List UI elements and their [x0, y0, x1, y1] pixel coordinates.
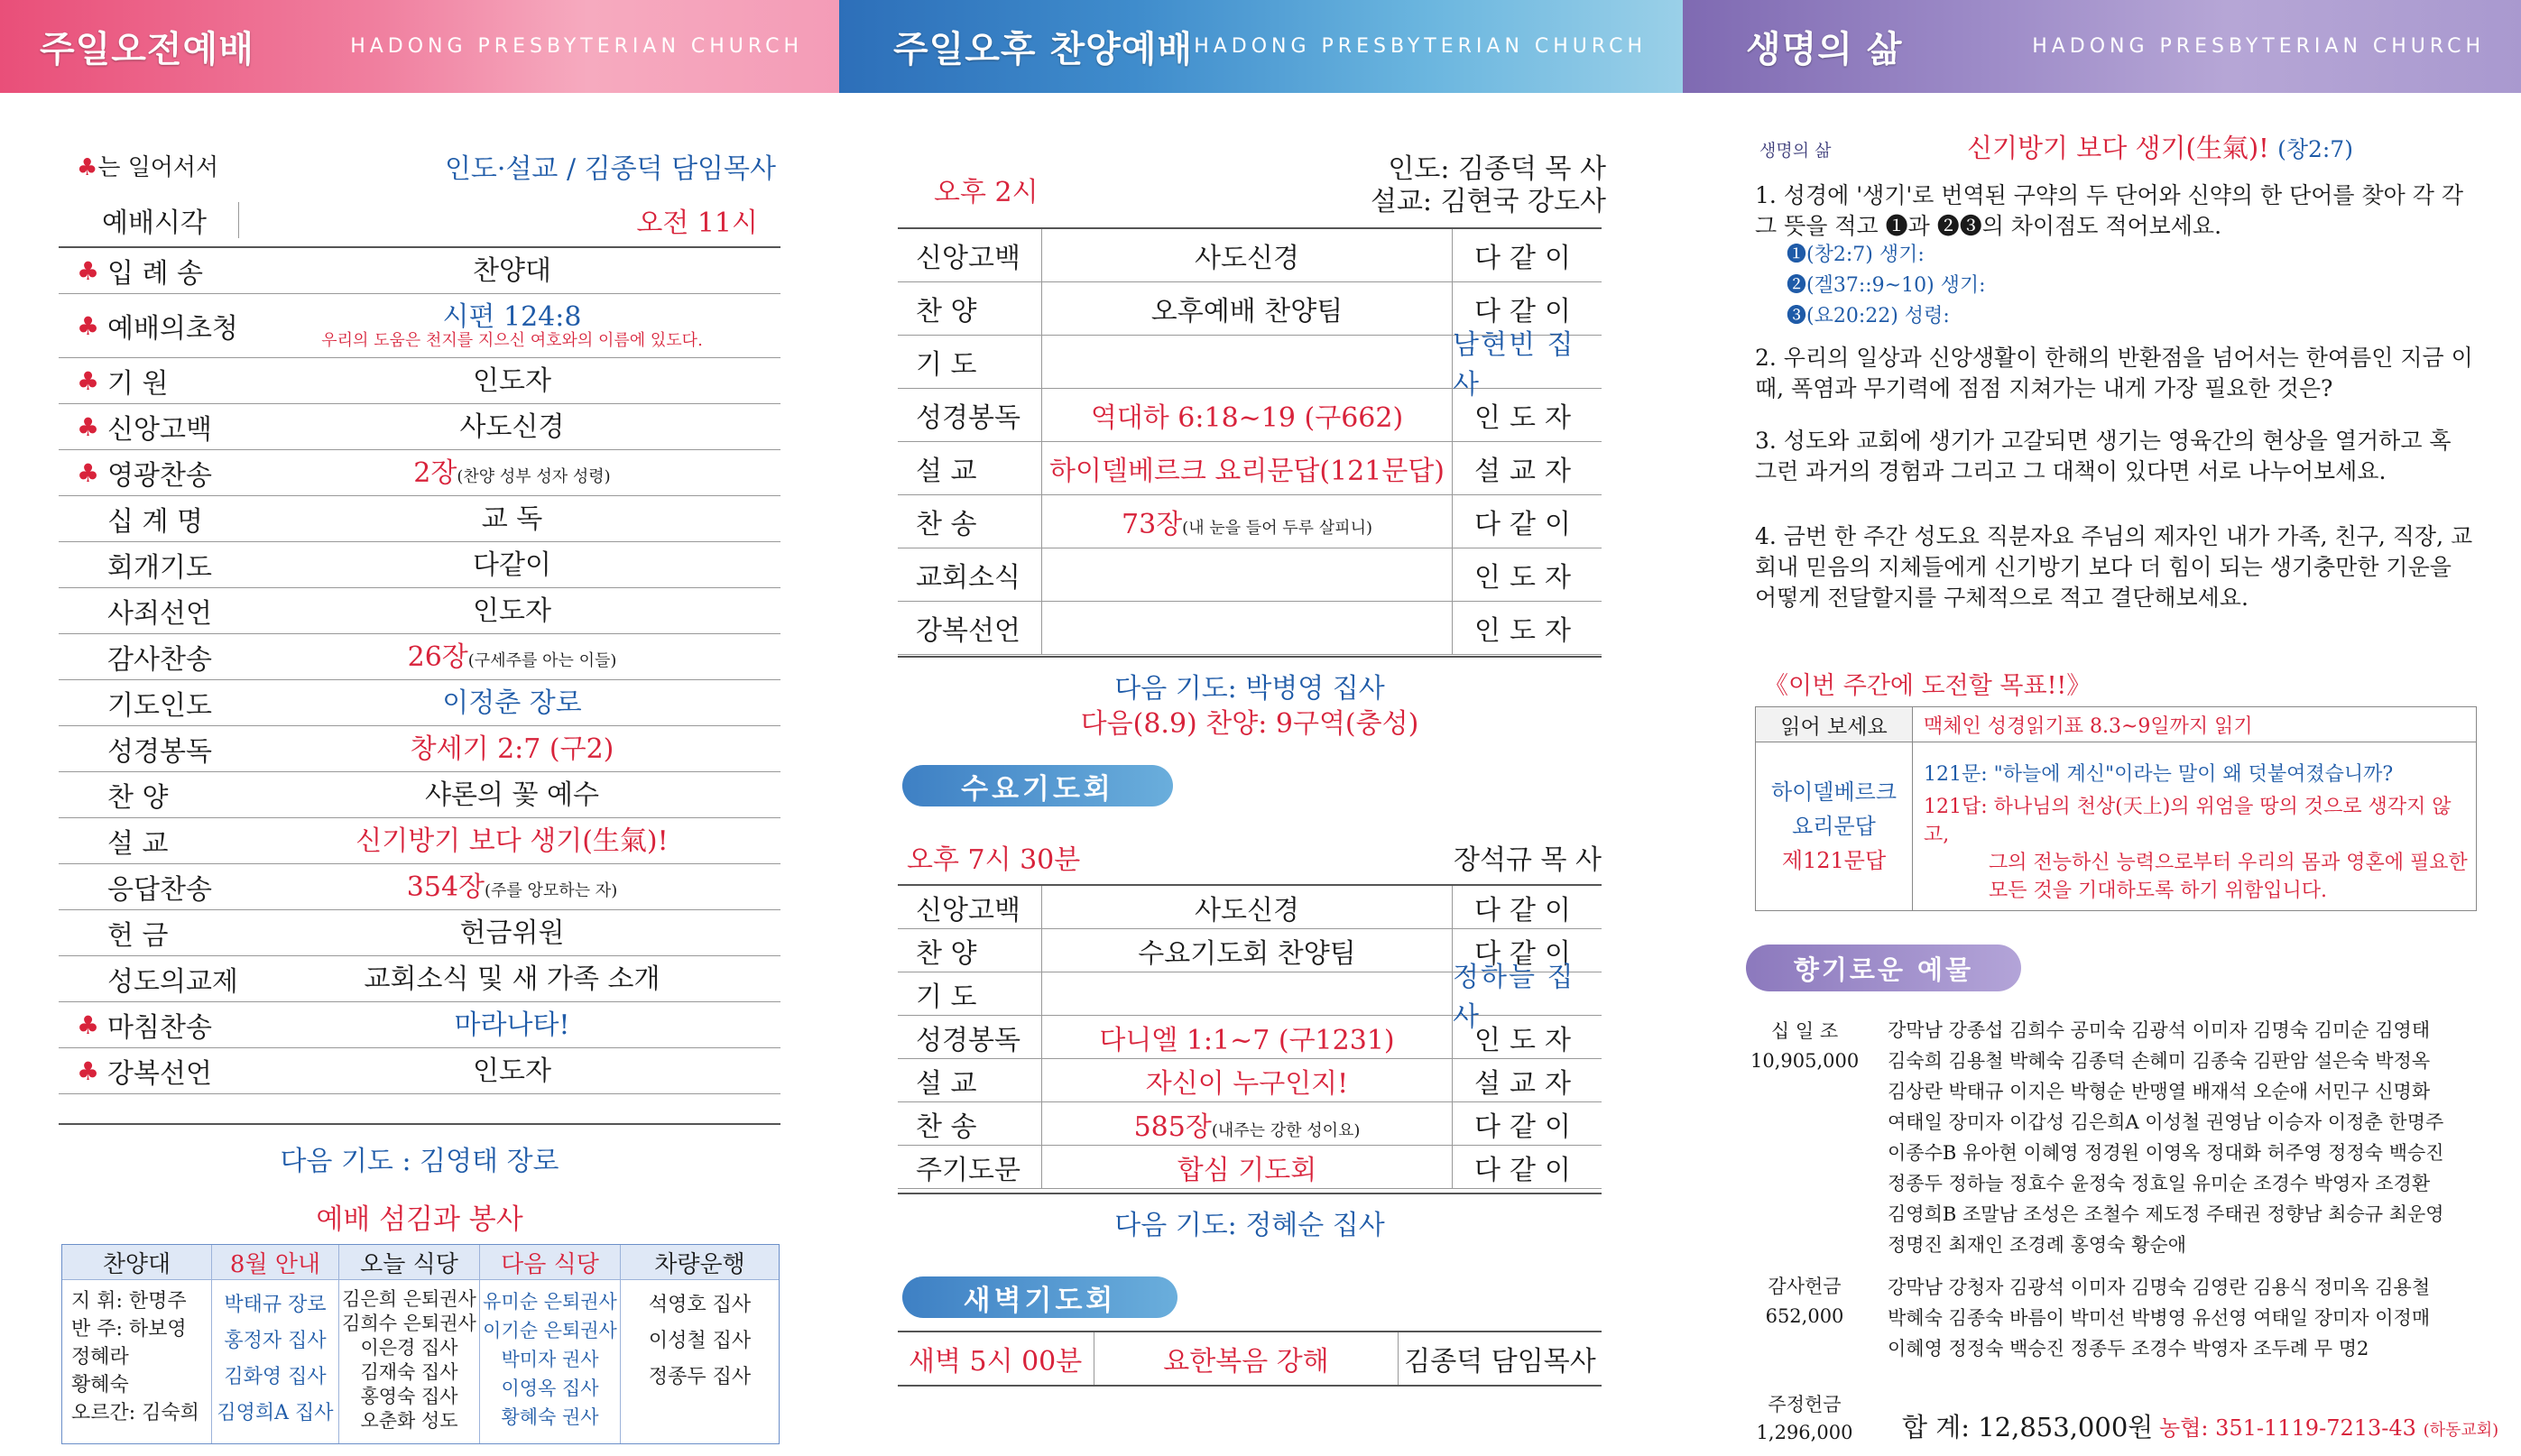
order-label: 기도인도: [107, 690, 212, 722]
order-label: 성경봉독: [898, 1016, 1042, 1058]
header-title: 주일오후 찬양예배: [893, 29, 1194, 70]
list-item: 이혜영 정정숙 백승진 정종두 조경수 박영자 조두례 무 명2: [1888, 1338, 2369, 1359]
order-row: [59, 1002, 780, 1048]
order-leader: 다같이: [1452, 1102, 1602, 1145]
order-label: 찬 송: [898, 495, 1042, 548]
order-row: [59, 404, 780, 450]
morning-next-prayer: 다음 기도 : 김영태 장로: [280, 1146, 559, 1177]
dawn-row: [898, 1332, 1602, 1387]
afternoon-leader: 인도: 김종덕 목 사: [1388, 153, 1606, 185]
afternoon-leaders: [1245, 153, 1606, 218]
list-item: 정명진 최재인 조경례 홍영숙 황순애: [1888, 1234, 2186, 1256]
afternoon-next-prayer: 다음 기도: 박병영 집사: [1114, 673, 1385, 705]
club-icon: ♣: [77, 457, 100, 488]
order-value: 수요기도회 찬양팀: [1138, 937, 1356, 970]
divider: [898, 1193, 1602, 1194]
time-label: 예배시각: [59, 202, 239, 238]
order-leader: 다같이: [1452, 1146, 1602, 1188]
order-label: ♣ 영광찬송: [77, 457, 212, 492]
order-row: [898, 1146, 1602, 1189]
column-header: 8월 안내: [212, 1245, 338, 1280]
order-row: [898, 602, 1602, 655]
order-value: 교회소식 및 새 가족 소개: [364, 963, 660, 995]
order-row: [898, 1102, 1602, 1146]
offering-title: 향기로운 예물: [1746, 945, 2021, 991]
life-header: [1683, 0, 2521, 93]
order-leader: 인도자: [1452, 389, 1602, 441]
order-leader: 다같이: [1452, 495, 1602, 548]
order-row: [59, 450, 780, 496]
order-leader: 정하늘 집사: [1452, 972, 1602, 1015]
list-item: 김화영 집사: [224, 1366, 327, 1388]
list-item: 박미자 권사: [501, 1349, 599, 1370]
order-label: 찬 양: [898, 929, 1042, 972]
order-row: [59, 248, 780, 294]
order-row: [898, 229, 1602, 282]
worship-time-row: [59, 194, 780, 248]
service-table: [61, 1244, 780, 1444]
order-label: 설 교: [898, 1059, 1042, 1101]
order-value: 교 독: [481, 502, 543, 535]
list-item: 이영옥 집사: [501, 1378, 599, 1399]
club-icon: ♣: [77, 310, 100, 341]
next-meal-column: [480, 1245, 621, 1443]
dawn-title: 새벽기도회: [902, 1276, 1177, 1318]
divider: [59, 1123, 780, 1125]
order-value: 자신이 누구인지!: [1145, 1067, 1349, 1100]
goal-title: 《이번 주간에 도전할 목표!!》: [1764, 672, 2092, 700]
order-value: 다니엘 1:1~7 (구1231): [1099, 1024, 1395, 1056]
list-item: 김희수 은퇴권사: [342, 1313, 476, 1334]
order-label: 설 교: [898, 442, 1042, 494]
order-row: [59, 680, 780, 726]
order-row: [898, 442, 1602, 495]
list-item: 황혜숙: [71, 1374, 129, 1396]
order-leader: 인도자: [1452, 548, 1602, 601]
list-item: 이성철 집사: [648, 1330, 752, 1352]
list-item: 홍정자 집사: [224, 1330, 327, 1352]
offering-total: 합 계: 12,853,000원: [1902, 1412, 2154, 1442]
order-label: 사죄선언: [107, 598, 212, 630]
list-item: 강막남 강청자 김광석 이미자 김명숙 김영란 김용식 정미옥 김용철: [1888, 1276, 2431, 1298]
order-leader: 다같이: [1452, 282, 1602, 335]
order-row: [59, 726, 780, 772]
order-row: [898, 548, 1602, 602]
order-label: 성도의교제: [107, 966, 238, 998]
order-value: 창세기 2:7 (구2): [410, 733, 614, 765]
column-header: 다음 식당: [480, 1245, 620, 1280]
wednesday-title: 수요기도회: [902, 765, 1173, 806]
order-row: [59, 496, 780, 542]
order-leader: 다같이: [1452, 886, 1602, 928]
order-row: [59, 634, 780, 680]
order-label: ♣ 신앙고백: [77, 411, 212, 446]
order-row: [59, 956, 780, 1002]
service-title: 예배 섬김과 봉사: [316, 1203, 523, 1236]
list-item: 정혜라: [71, 1346, 129, 1368]
question-4: 4. 금번 한 주간 성도요 직분자요 주님의 제자인 내가 가족, 친구, 직장, 교회내 믿음의 지체들에게 신기방기 보다 더 힘이 되는 생기충만한 기운을 어떻게 전달할지를 구체적으로 적고 결단해보세요.: [1755, 523, 2473, 611]
list-item: 박혜숙 김종숙 바름이 박미선 박병영 유선영 여태일 장미자 이정매: [1888, 1307, 2431, 1329]
dawn-time: 새벽 5시 00분: [898, 1332, 1094, 1385]
order-leader: 남현빈 집사: [1452, 336, 1602, 388]
order-row: [59, 772, 780, 818]
question-2: 2. 우리의 일상과 신앙생활이 한해의 반환점을 넘어서는 한여름인 지금 이때, 폭염과 무기력에 점점 지쳐가는 내게 가장 필요한 것은?: [1755, 345, 2473, 401]
wednesday-next-prayer: 다음 기도: 정혜순 집사: [1114, 1210, 1385, 1241]
life-title: 신기방기 보다 생기(生氣)! (창2:7): [1967, 133, 2353, 163]
dawn-leader: 김종덕 담임목사: [1398, 1332, 1602, 1385]
order-value: 찬양대: [473, 254, 551, 287]
today-meal-column: [339, 1245, 480, 1443]
order-label: ♣ 입 례 송: [77, 255, 204, 290]
club-icon: ♣: [77, 255, 100, 286]
order-value: 585장(내주는 강한 성이요): [1133, 1110, 1361, 1143]
morning-leader: 인도·설교 / 김종덕 담임목사: [444, 153, 776, 185]
order-value: 헌금위원: [459, 917, 565, 949]
list-item: 이기순 은퇴권사: [483, 1320, 617, 1341]
order-leader: 인도자: [1452, 602, 1602, 654]
question-1-items: ❶(창2:7) 생기: ❷(겔37::9~10) 생기: ❸(요20:22) 성령:: [1787, 244, 1986, 327]
header-subtitle: HADONG PRESBYTERIAN CHURCH: [2032, 35, 2485, 58]
order-value: 시편 124:8 우리의 도움은 천지를 지으신 여호와의 이름에 있도다.: [321, 300, 703, 350]
order-label: 설 교: [107, 828, 169, 860]
afternoon-time: 오후 2시: [934, 177, 1039, 208]
header-title: 주일오전예배: [40, 29, 254, 70]
order-value: 73장(내 눈을 들어 두루 살피니): [1122, 509, 1372, 540]
order-label: 강복선언: [898, 602, 1042, 654]
tithe-summary: 십 일 조 10,905,000: [1750, 1020, 1860, 1072]
order-row: [898, 961, 1602, 1033]
order-leader: 다같이: [1452, 229, 1602, 281]
order-value: 이정춘 장로: [442, 687, 582, 719]
list-item: 김재숙 집사: [360, 1361, 458, 1383]
thanks-names: [1888, 1272, 2430, 1364]
order-value: 인도자: [473, 364, 551, 397]
club-icon: ♣: [77, 365, 100, 396]
question-3: 3. 성도와 교회에 생기가 고갈되면 생기는 영육간의 현상을 열거하고 혹 그런 과거의 경험과 그리고 그 대책이 있다면 서로 나누어보세요.: [1755, 428, 2452, 484]
order-row: [898, 329, 1602, 401]
drivers-column: [621, 1245, 779, 1443]
order-value: 샤론의 꽃 예수: [425, 779, 599, 811]
order-row: [898, 389, 1602, 442]
order-row: [898, 495, 1602, 548]
list-item: 정종두 정하늘 정효수 윤정숙 정효일 유미순 조경수 박영자 조경환: [1888, 1173, 2431, 1194]
thanks-summary: 감사헌금 652,000: [1765, 1276, 1844, 1327]
catechism-label: 하이델베르크 요리문답 제121문답: [1756, 742, 1913, 910]
order-label: ♣ 예배의초청: [77, 310, 238, 345]
order-value: 26장(구세주를 아는 이들): [407, 640, 617, 673]
order-label: 응답찬송: [107, 874, 212, 906]
order-leader: 다같이: [1452, 929, 1602, 972]
order-value: 인도자: [473, 594, 551, 627]
order-value: 역대하 6:18~19 (구662): [1090, 402, 1404, 434]
column-header: 차량운행: [621, 1245, 779, 1280]
order-leader: 설교자: [1452, 442, 1602, 494]
header-title: 생명의 삶: [1746, 29, 1903, 70]
afternoon-preacher: 설교: 김현국 강도사: [1370, 186, 1606, 217]
catechism-question: 121문: "하늘에 계신"이라는 말이 왜 덧붙여졌습니까?: [1924, 763, 2394, 786]
stand-note: ♣는 일어서서: [77, 154, 219, 181]
order-value: 인도자: [473, 1055, 551, 1087]
weekly-summary: 주정헌금 1,296,000: [1756, 1394, 1853, 1443]
list-item: 이은경 집사: [360, 1337, 458, 1359]
afternoon-worship-header: [839, 0, 1683, 93]
order-label: ♣ 마침찬송: [77, 1009, 212, 1044]
catechism-answer: 121답: 하나님의 천상(天上)의 위엄을 땅의 것으로 생각지 않고, 그의 전능하신 능력으로부터 우리의 몸과 영혼에 필요한 모든 것을 기대하도록 하기 위함입니다.: [1924, 796, 2468, 902]
morning-worship-header: [0, 0, 839, 93]
order-label: 찬 양: [107, 782, 169, 814]
list-item: 여태일 장미자 이갑성 김은희A 이성철 권영남 이승자 이정춘 한명주: [1888, 1111, 2444, 1133]
order-row: [59, 542, 780, 588]
time-value: 오전 11시: [636, 207, 758, 239]
bank-account: 농협: 351-1119-7213-43 (하동교회): [2159, 1415, 2499, 1441]
divider: [898, 656, 1602, 658]
choir-column: [62, 1245, 212, 1443]
goal-table: [1755, 706, 2477, 911]
order-label: 찬 송: [898, 1102, 1042, 1145]
order-value: 2장(찬양 성부 성자 성령): [413, 456, 611, 489]
order-value: 신기방기 보다 생기(生氣)!: [356, 825, 669, 857]
order-row: [898, 886, 1602, 929]
list-item: 김영희B 조말남 조성은 조철수 제도정 주태권 정향남 최승규 최운영: [1888, 1203, 2444, 1225]
order-value: 사도신경: [1195, 243, 1299, 274]
order-label: 성경봉독: [107, 736, 212, 768]
list-item: 김은희 은퇴권사: [342, 1288, 476, 1310]
list-item: 석영호 집사: [648, 1294, 752, 1316]
order-row: [59, 294, 780, 358]
list-item: 박태규 장로: [224, 1294, 327, 1316]
order-label: 성경봉독: [898, 389, 1042, 441]
order-label: 신앙고백: [898, 886, 1042, 928]
list-item: 반 주: 하보영: [71, 1318, 187, 1341]
order-label: 교회소식: [898, 548, 1042, 601]
club-icon: ♣: [77, 1055, 100, 1086]
order-value: 다같이: [473, 548, 551, 581]
order-label: 회개기도: [107, 552, 212, 584]
club-icon: ♣: [77, 411, 100, 442]
list-item: 홍영숙 집사: [360, 1386, 458, 1407]
order-label: 헌 금: [107, 920, 169, 952]
column-header: 찬양대: [62, 1245, 211, 1280]
order-value: 사도신경: [459, 410, 565, 443]
read-label: 읽어 보세요: [1756, 707, 1913, 742]
order-label: 십 계 명: [107, 506, 204, 538]
order-label: 감사찬송: [107, 644, 212, 676]
afternoon-next-praise: 다음(8.9) 찬양: 9구역(충성): [1080, 708, 1419, 740]
tithe-names: [1888, 1015, 2444, 1260]
order-row: [59, 864, 780, 910]
club-icon: ♣: [77, 154, 98, 181]
order-label: ♣ 강복선언: [77, 1055, 212, 1090]
dawn-content: 요한복음 강해: [1163, 1346, 1329, 1378]
guide-column: [212, 1245, 339, 1443]
order-label: 기 도: [898, 972, 1042, 1015]
order-row: [59, 818, 780, 864]
order-label: ♣ 기 원: [77, 365, 169, 400]
order-value: 오후예배 찬양팀: [1150, 296, 1344, 327]
read-value: 맥체인 성경읽기표 8.3~9일까지 읽기: [1924, 714, 2253, 738]
order-value: 354장(주를 앙모하는 자): [406, 871, 618, 903]
list-item: 지 휘: 한명주: [71, 1290, 187, 1313]
order-row: [59, 358, 780, 404]
question-1: 1. 성경에 '생기'로 번역된 구약의 두 단어와 신약의 한 단어를 찾아 각 각 그 뜻을 적고 ❶과 ❷❸의 차이점도 적어보세요.: [1755, 182, 2464, 239]
order-row: [59, 910, 780, 956]
list-item: 김상란 박태규 이지은 박형순 반맹열 배재석 오순애 서민구 신명화: [1888, 1081, 2431, 1102]
list-item: 오르간: 김숙희: [71, 1402, 199, 1424]
column-header: 오늘 식당: [339, 1245, 479, 1280]
list-item: 김영희A 집사: [217, 1402, 334, 1424]
order-row: [898, 1016, 1602, 1059]
life-tag: 생명의 삶: [1759, 141, 1832, 161]
order-row: [898, 1059, 1602, 1102]
order-label: 기 도: [898, 336, 1042, 388]
order-label: 찬 양: [898, 282, 1042, 335]
list-item: 강막남 강종섭 김희수 공미숙 김광석 이미자 김명숙 김미순 김영태: [1888, 1019, 2431, 1041]
list-item: 유미순 은퇴권사: [483, 1291, 617, 1313]
order-label: 주기도문: [898, 1146, 1042, 1188]
order-value: 하이델베르크 요리문답(121문답): [1049, 456, 1445, 487]
list-item: 황혜숙 권사: [501, 1406, 599, 1428]
order-row: [59, 1048, 780, 1094]
list-item: 김숙희 김용철 박혜숙 김종덕 손혜미 김종숙 김판암 설은숙 박정옥: [1888, 1050, 2431, 1072]
list-item: 이종수B 유아현 이혜영 정경원 이영옥 정대화 허주영 정정숙 백승진: [1888, 1142, 2444, 1164]
order-value: 마라나타!: [454, 1009, 570, 1041]
header-subtitle: HADONG PRESBYTERIAN CHURCH: [1194, 35, 1647, 58]
list-item: 정종두 집사: [648, 1366, 752, 1388]
club-icon: ♣: [77, 1009, 100, 1040]
catechism-content: [1913, 742, 2476, 910]
order-value: 합심 기도회: [1177, 1154, 1317, 1186]
order-row: [59, 588, 780, 634]
header-subtitle: HADONG PRESBYTERIAN CHURCH: [350, 35, 803, 58]
order-leader: 설교자: [1452, 1059, 1602, 1101]
order-leader: 인도자: [1452, 1016, 1602, 1058]
wednesday-leader: 장석규 목 사: [1454, 844, 1602, 876]
wednesday-time: 오후 7시 30분: [907, 844, 1081, 876]
order-value: 사도신경: [1195, 894, 1299, 926]
order-label: 신앙고백: [898, 229, 1042, 281]
list-item: 오춘화 성도: [360, 1410, 458, 1432]
